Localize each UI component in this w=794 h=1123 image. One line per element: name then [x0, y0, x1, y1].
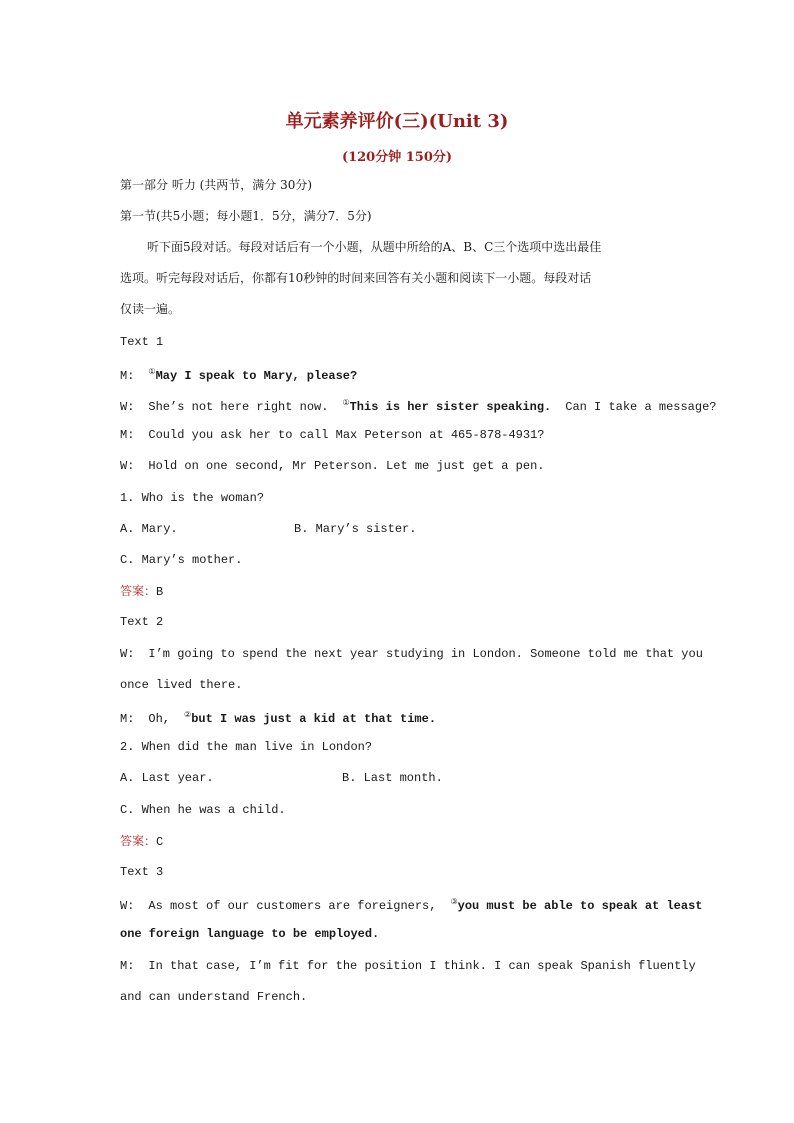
text3-line-2	[120, 957, 696, 975]
page-subtitle: (120分钟 150分)	[341, 150, 453, 165]
text2-line-1-cont: once lived there.	[120, 678, 243, 692]
options-row	[120, 769, 674, 787]
instructions-line-1: 听下面5段对话。每段对话后有一个小题，从题中所给的A、B、C三个选项中选出最佳	[147, 240, 602, 254]
text1-line-2	[120, 395, 717, 416]
text2-line-1	[120, 645, 703, 663]
answer-label: 答案：	[120, 584, 157, 598]
highlight-text: but I was just a kid at that time.	[191, 712, 437, 726]
highlight-text: This is her sister speaking.	[349, 400, 552, 414]
option-c: C. Mary’s mother.	[120, 553, 243, 567]
text3-label: Text 3	[120, 865, 164, 879]
answer-row	[120, 582, 674, 601]
highlight-text: you must be able to speak at least	[457, 899, 703, 913]
speaker: W:	[120, 899, 135, 913]
dialogue-text: Can I take a message?	[565, 400, 717, 414]
option-a: A. Mary.	[120, 522, 178, 536]
dialogue-text: Could you ask her to call Max Peterson at 465-878-4931?	[148, 428, 545, 442]
speaker: M:	[120, 959, 135, 973]
note-marker: ①	[148, 368, 156, 377]
question-1: 1. Who is the woman?	[120, 491, 265, 505]
page-title: 单元素养评价(三)(Unit 3)	[285, 111, 509, 132]
speaker: W:	[120, 459, 135, 473]
text1-line-4	[120, 457, 674, 475]
speaker: M:	[120, 712, 135, 726]
dialogue-text: Oh,	[148, 712, 171, 726]
highlight-text: May I speak to Mary, please?	[155, 369, 358, 383]
speaker: M:	[120, 428, 135, 442]
dialogue-text: Hold on one second, Mr Peterson. Let me just get a pen.	[148, 459, 545, 473]
text2-line-2	[120, 707, 674, 728]
option-c: C. When he was a child.	[120, 803, 286, 817]
question-2: 2. When did the man live in London?	[120, 740, 373, 754]
text3-line-1-cont: one foreign language to be employed.	[120, 927, 380, 941]
text3-line-2-cont: and can understand French.	[120, 990, 308, 1004]
text1-line-1	[120, 364, 674, 385]
option-a: A. Last year.	[120, 771, 214, 785]
option-b: B. Last month.	[342, 771, 443, 785]
answer-row	[120, 832, 674, 851]
section-heading: 第一节(共5小题；每小题1．5分，满分7．5分)	[120, 209, 372, 223]
answer-value: C	[156, 835, 164, 849]
text1-label: Text 1	[120, 335, 164, 349]
answer-value: B	[156, 585, 164, 599]
speaker: W:	[120, 647, 135, 661]
dialogue-text: In that case, I’m fit for the position I think. I can speak Spanish fluently	[148, 959, 696, 973]
speaker: M:	[120, 369, 135, 383]
dialogue-text: She’s not here right now.	[148, 400, 329, 414]
note-marker: ①	[342, 399, 350, 408]
instructions-line-3: 仅读一遍。	[120, 302, 181, 316]
note-marker: ③	[450, 898, 458, 907]
part-heading: 第一部分 听力 (共两节，满分 30分)	[120, 178, 313, 192]
dialogue-text: As most of our customers are foreigners,	[148, 899, 437, 913]
speaker: W:	[120, 400, 135, 414]
options-row	[120, 520, 674, 538]
text2-label: Text 2	[120, 615, 164, 629]
answer-label: 答案：	[120, 834, 157, 848]
instructions-line-2: 选项。听完每段对话后，你都有10秒钟的时间来回答有关小题和阅读下一小题。每段对话	[120, 271, 592, 285]
option-b: B. Mary’s sister.	[294, 522, 417, 536]
text1-line-3	[120, 426, 674, 444]
dialogue-text: I’m going to spend the next year studying in London. Someone told me that you	[148, 647, 703, 661]
note-marker: ②	[184, 711, 192, 720]
text3-line-1	[120, 894, 703, 915]
